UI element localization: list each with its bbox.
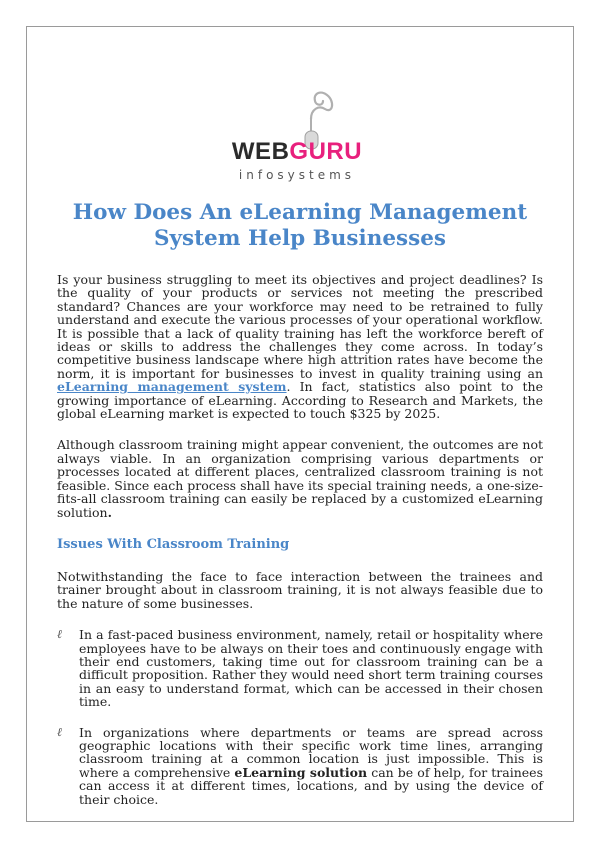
document-page <box>26 26 574 822</box>
brand-text: WEBGURU <box>231 138 363 165</box>
section-heading: Issues With Classroom Training <box>57 536 290 552</box>
issues-list <box>57 628 543 806</box>
list-item <box>57 726 543 806</box>
title-line-1: How Does An eLearning Management <box>72 200 528 225</box>
bullet-text: In a fast-paced business environment, namely, retail or hospitality where employees have to be always on their toes and continuously engage with their end customers, taking time out for classroom training can be a difficult proposition. Rather they would need short term training courses in an easy to understand format, which can be accessed in their chosen time. <box>79 627 543 710</box>
bullet-text: In organizations where departments or teams are spread across geographic locations with their specific work time lines, arranging classroom training at a common location is just impossible. This is where a comprehensive eLearning solution can be of help, for trainees can access it at different times, locations, and by using the device of their choice. <box>79 724 543 807</box>
intro-paragraph: Is your business struggling to meet its objectives and project deadlines? Is the quality of your products or services not meeting the prescribed standard? Chances are your workforce may need to be retrained to fully understand and execute the various processes of your operational workflow. It is possible that a lack of quality training has left the workforce bereft of ideas or skills to address the challenges they come across. In today’s competitive business landscape where high attrition rates have become the norm, it is important for businesses to invest in quality training using an eLearning management system. In fact, statistics also point to the growing importance of eLearning. According to Research and Markets, the global eLearning market is expected to touch $325 by 2025. <box>57 272 543 422</box>
webguru-logo-mark <box>215 79 385 187</box>
brand-tagline: infosystems <box>238 168 356 182</box>
company-logo <box>27 79 573 189</box>
title-line-2: System Help Businesses <box>153 226 447 251</box>
elearning-management-system-link[interactable]: eLearning management system <box>57 379 287 395</box>
issues-intro-paragraph: Notwithstanding the face to face interaction between the trainees and trainer brought about in classroom training, it is not always feasible due to the nature of some businesses. <box>57 568 543 611</box>
classroom-paragraph: Although classroom training might appear convenient, the outcomes are not always viable. In an organization comprising various departments or processes located at different places, centralized classroom training is not feasible. Since each process shall have its special training needs, a one-size-fits-all classroom training can easily be replaced by a customized eLearning solution. <box>57 437 543 520</box>
bullet-icon: ℓ <box>57 724 62 739</box>
list-item <box>57 628 543 708</box>
page-title <box>47 200 553 252</box>
article-body <box>57 273 543 823</box>
bullet-icon: ℓ <box>57 627 62 642</box>
